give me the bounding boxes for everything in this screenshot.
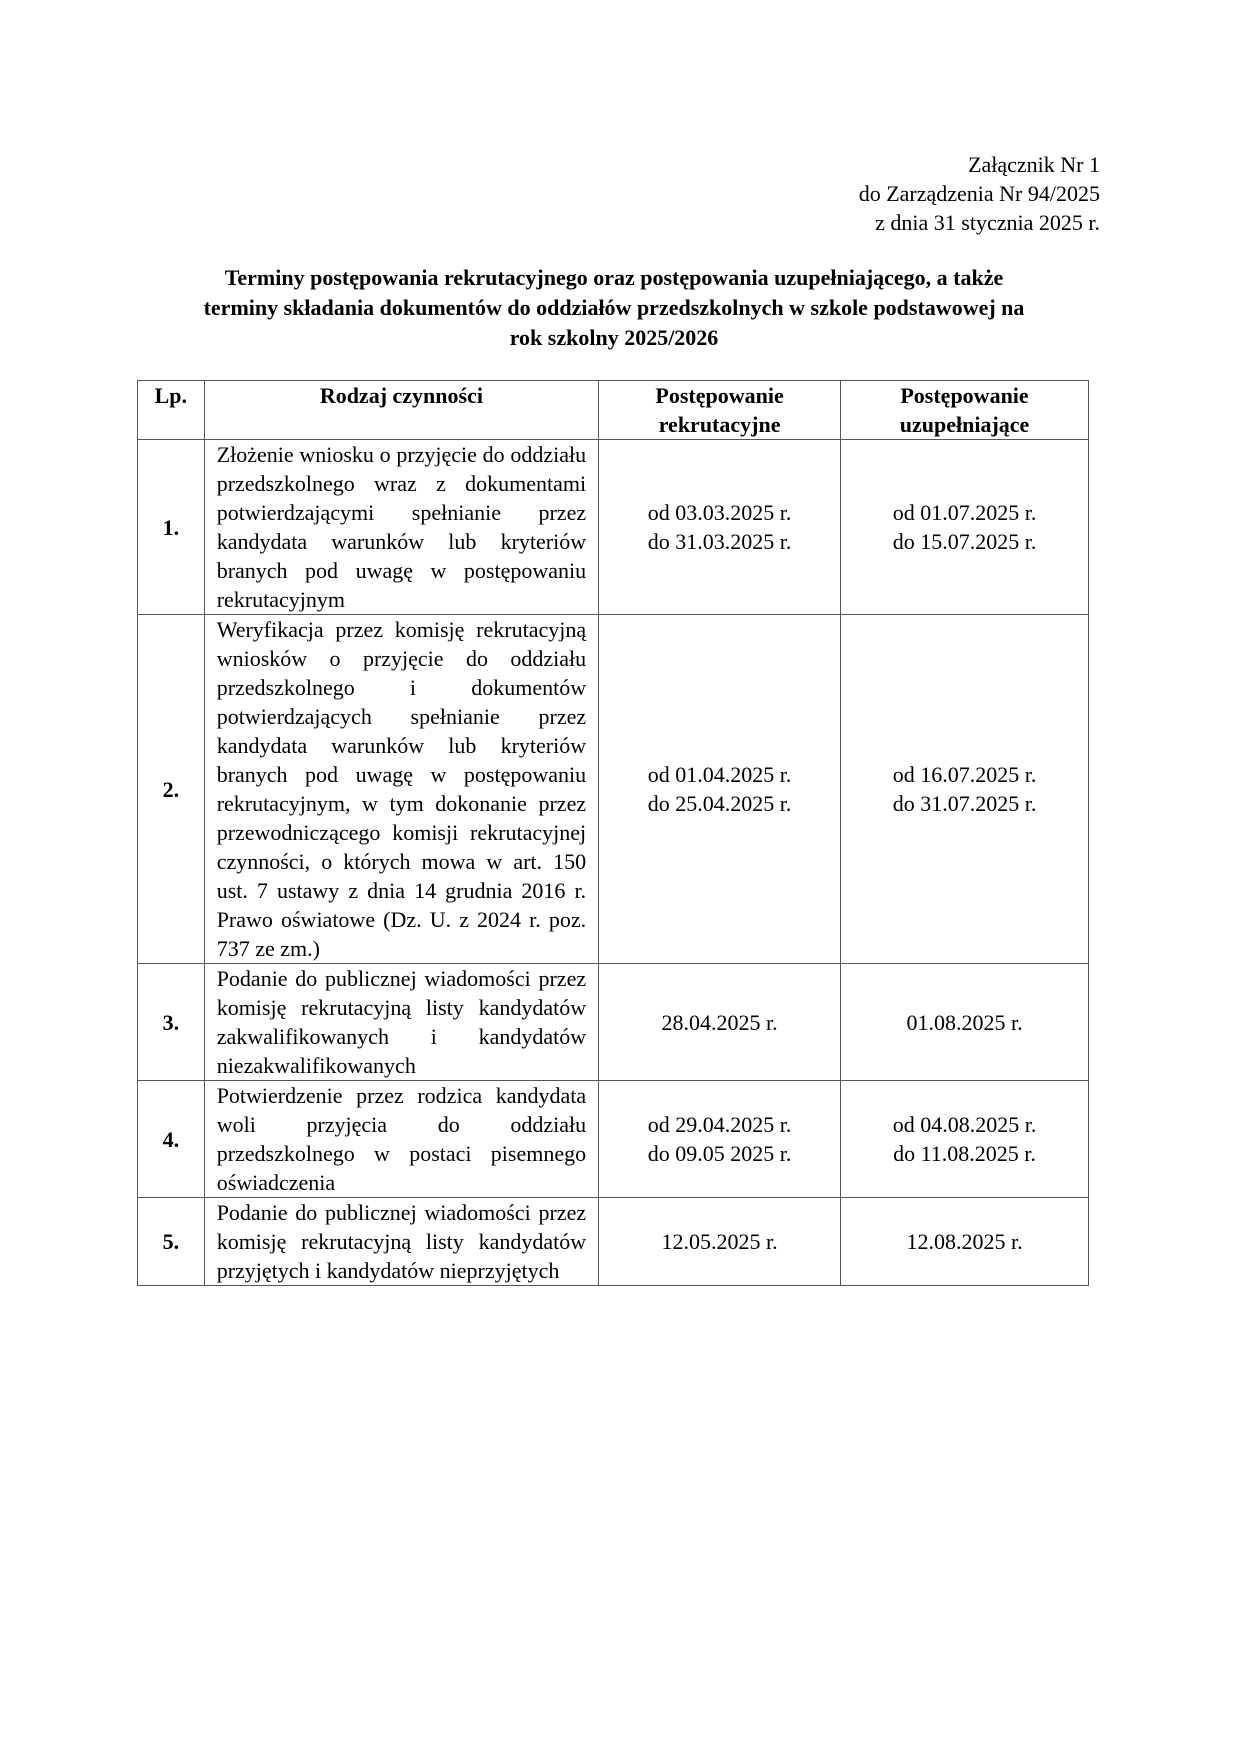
recruitment-date-from: od 29.04.2025 r. [647, 1112, 792, 1137]
recruitment-dates [599, 615, 841, 964]
supplementary-date: 12.08.2025 r. [841, 1198, 1089, 1286]
activity-description: Podanie do publicznej wiadomości przez komisję rekrutacyjną listy kandydatów przyjętych i kandydatów nieprzyjętych [204, 1198, 598, 1286]
table-header-row [138, 381, 1089, 440]
ordinance-reference: do Zarządzenia Nr 94/2025 [858, 181, 1100, 206]
supplementary-date-from: od 04.08.2025 r. [892, 1112, 1037, 1137]
supplementary-date-from: od 16.07.2025 r. [892, 762, 1037, 787]
supplementary-date: 01.08.2025 r. [841, 964, 1089, 1081]
recruitment-date-from: od 01.04.2025 r. [647, 762, 792, 787]
ordinance-date: z dnia 31 stycznia 2025 r. [875, 210, 1100, 235]
row-number: 4. [138, 1081, 205, 1198]
supplementary-date-to: do 11.08.2025 r. [893, 1141, 1036, 1166]
row-number: 3. [138, 964, 205, 1081]
header-recruitment-line-1: Postępowanie [655, 383, 784, 408]
table-row [138, 615, 1089, 964]
recruitment-date-to: do 25.04.2025 r. [647, 791, 792, 816]
document-title [138, 263, 1090, 353]
attachment-header [859, 150, 1100, 237]
recruitment-date: 12.05.2025 r. [599, 1198, 841, 1286]
row-number: 2. [138, 615, 205, 964]
title-line-1: Terminy postępowania rekrutacyjnego oraz postępowania uzupełniającego, a także [224, 265, 1004, 290]
activity-description: Potwierdzenie przez rodzica kandydata woli przyjęcia do oddziału przedszkolnego w postaci pisemnego oświadczenia [204, 1081, 598, 1198]
header-recruitment-line-2: rekrutacyjne [658, 412, 781, 437]
supplementary-date-to: do 31.07.2025 r. [892, 791, 1037, 816]
table-row [138, 440, 1089, 615]
supplementary-dates [841, 1081, 1089, 1198]
recruitment-date: 28.04.2025 r. [599, 964, 841, 1081]
table-row [138, 964, 1089, 1081]
activity-description: Podanie do publicznej wiadomości przez komisję rekrutacyjną listy kandydatów zakwalifikowanych i kandydatów niezakwalifikowanych [204, 964, 598, 1081]
table-row [138, 1081, 1089, 1198]
row-number: 1. [138, 440, 205, 615]
header-supplementary-line-1: Postępowanie [900, 383, 1029, 408]
schedule-table [137, 380, 1089, 1286]
activity-description: Złożenie wniosku o przyjęcie do oddziału przedszkolnego wraz z dokumentami potwierdzającymi spełnianie przez kandydata warunków lub kryteriów branych pod uwagę w postępowaniu rekrutacyjnym [204, 440, 598, 615]
recruitment-dates [599, 1081, 841, 1198]
table-row [138, 1198, 1089, 1286]
header-supplementary-line-2: uzupełniające [899, 412, 1030, 437]
supplementary-date-from: od 01.07.2025 r. [892, 500, 1037, 525]
recruitment-date-from: od 03.03.2025 r. [647, 500, 792, 525]
supplementary-dates [841, 440, 1089, 615]
title-line-2: terminy składania dokumentów do oddziałów przedszkolnych w szkole podstawowej na [203, 295, 1025, 320]
activity-description: Weryfikacja przez komisję rekrutacyjną wniosków o przyjęcie do oddziału przedszkolnego i dokumentów potwierdzających spełnianie przez kandydata warunków lub kryteriów branych pod uwagę w postępowaniu rekrutacyjnym, w tym dokonanie przez przewodniczącego komisji rekrutacyjnej czynności, o których mowa w art. 150 ust. 7 ustawy z dnia 14 grudnia 2016 r. Prawo oświatowe (Dz. U. z 2024 r. poz. 737 ze zm.) [204, 615, 598, 964]
supplementary-dates [841, 615, 1089, 964]
header-supplementary [841, 381, 1089, 440]
recruitment-date-to: do 09.05 2025 r. [647, 1141, 792, 1166]
header-activity-type: Rodzaj czynności [204, 381, 598, 440]
header-recruitment [599, 381, 841, 440]
header-lp: Lp. [138, 381, 205, 440]
title-line-3: rok szkolny 2025/2026 [509, 325, 719, 350]
row-number: 5. [138, 1198, 205, 1286]
recruitment-date-to: do 31.03.2025 r. [647, 529, 792, 554]
attachment-number: Załącznik Nr 1 [968, 152, 1100, 177]
supplementary-date-to: do 15.07.2025 r. [892, 529, 1037, 554]
recruitment-dates [599, 440, 841, 615]
